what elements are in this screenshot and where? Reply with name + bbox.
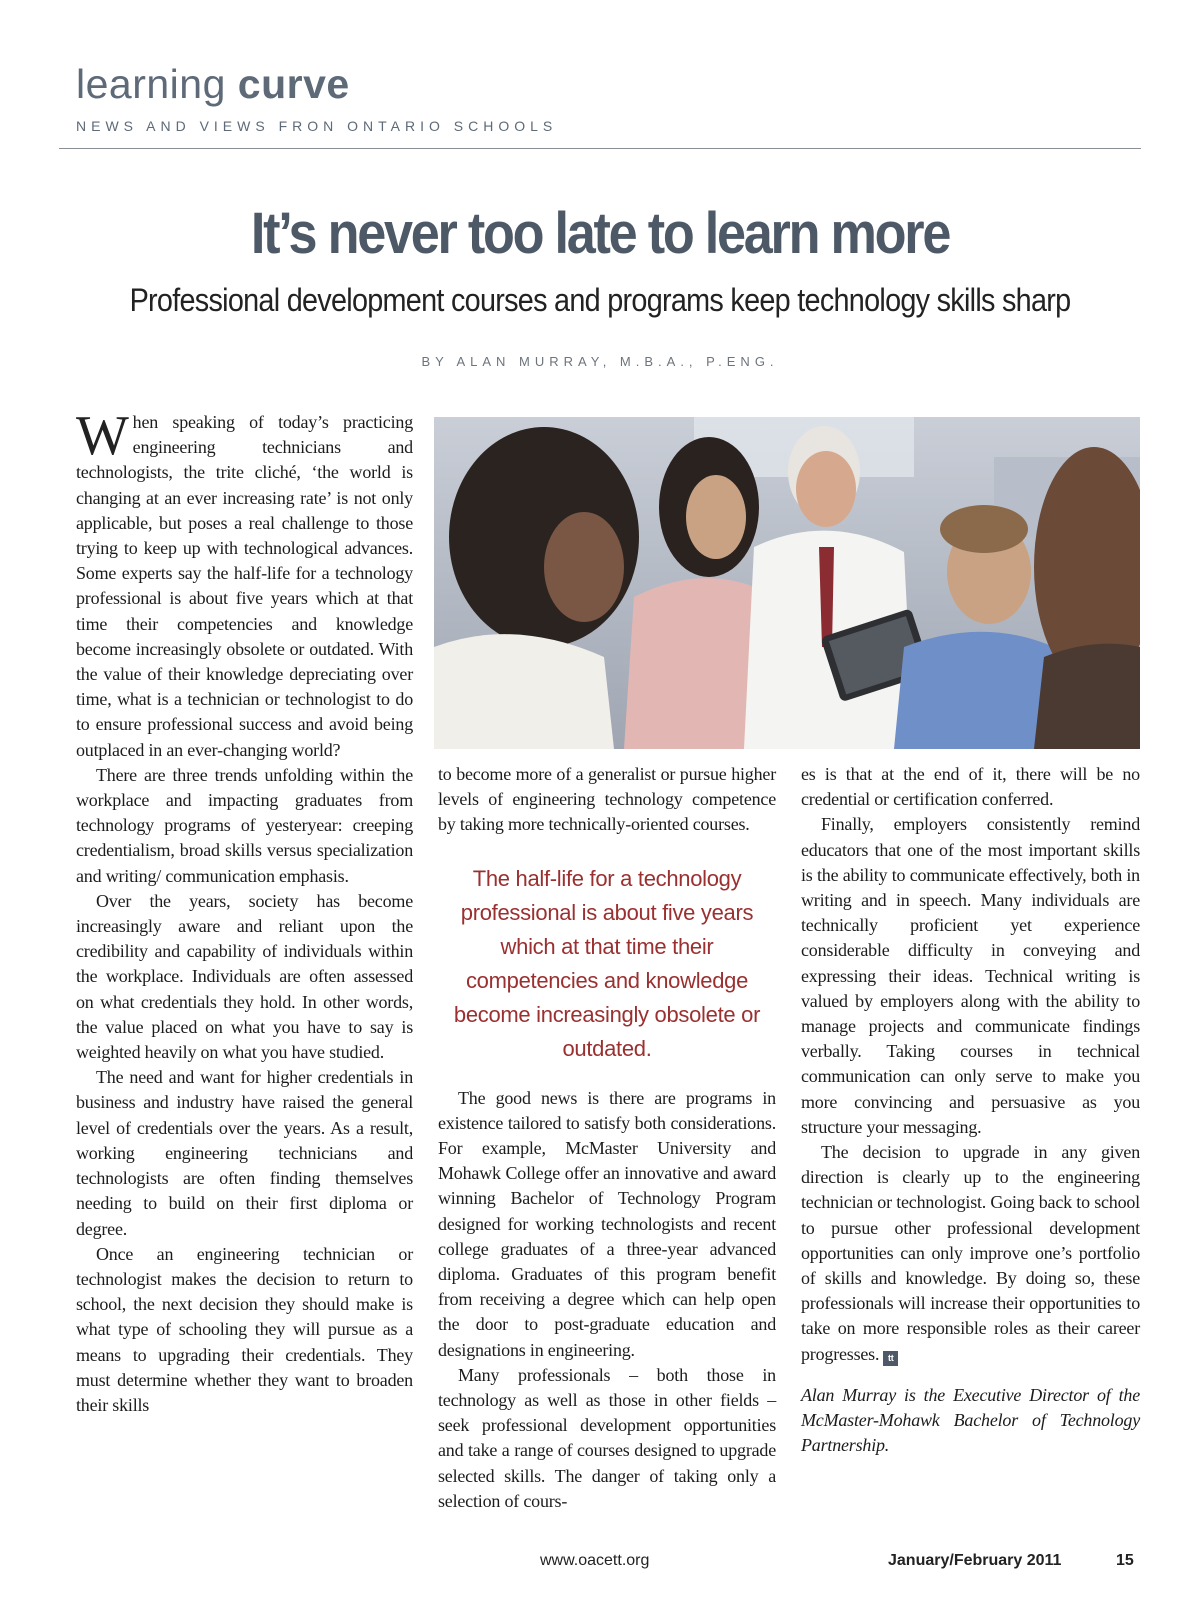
paragraph <box>801 1140 1140 1367</box>
end-mark-icon: tt <box>883 1351 898 1366</box>
masthead <box>76 61 558 134</box>
paragraph: The need and want for higher credentials in business and industry have raised the general level of credentials over the years. As a result, working engineering technicians and technologists are often finding themselves needing to build on their first diploma or degree. <box>76 1067 413 1239</box>
drop-cap: W <box>76 405 129 467</box>
footer-url: www.oacett.org <box>540 1552 650 1569</box>
author-bio: Alan Murray is the Executive Director of the McMaster-Mohawk Bachelor of Technology Partnership. <box>801 1384 1140 1456</box>
publication-name-bold: curve <box>237 61 350 107</box>
paragraph: Finally, employers consistently remind educators that one of the most important skills is the ability to communicate effectively, both in writing and in speech. Many individuals are technically proficient yet experience considerable difficulty in conveying and expressing their ideas. Technical writing is valued by employers along with the ability to manage projects and communicate findings verbally. Taking courses in technical communication can only serve to make you more convincing and persuasive as you structure your messaging. <box>801 814 1140 1137</box>
paragraph: There are three trends unfolding within the workplace and impacting graduates from technology programs of yesteryear: creeping credentialism, broad skills versus specialization and writing/ communication emphasis. <box>76 764 413 886</box>
paragraph-text: hen speaking of today’s practicing engineering technicians and technologists, the trite cliché, ‘the world is changing at an ever increasing rate’ is not only applicable, but poses a real challenge to those trying to keep up with technological advances. Some experts say the half-life for a technology professional is about five years which at that time their competencies and knowledge become increasingly obsolete or outdated. With the value of their knowledge depreciating over time, what is a technician or technologist to do to ensure professional success and avoid being outplaced in an ever-changing world? <box>76 412 413 760</box>
masthead-divider <box>59 148 1141 149</box>
page-number: 15 <box>1116 1552 1134 1569</box>
paragraph-text: The decision to upgrade in any given direction is clearly up to the engineering technician or technologist. Going back to school to pursue other professional development opportunities can only improve one’s portfolio of skills and knowledge. By doing so, these professionals will increase their opportunities to take on more responsible roles as their career progresses. <box>801 1142 1140 1364</box>
paragraph: The good news is there are programs in existence tailored to satisfy both considerations. For example, McMaster University and Mohawk College offer an innovative and award winning Bachelor of Technology Program designed for working technologists and recent college graduates of a three-year advanced diploma. Graduates of this program benefit from receiving a degree which can help open the door to post-graduate education and designations in engineering. <box>438 1087 776 1360</box>
column-2 <box>438 762 776 1514</box>
paragraph: to become more of a generalist or pursue higher levels of engineering technology competence by taking more technically-oriented courses. <box>438 764 776 835</box>
article-deck: Professional development courses and programs keep technology skills sharp <box>129 282 1071 318</box>
photo-classroom-tablet <box>434 417 1140 749</box>
article-byline: BY ALAN MURRAY, M.B.A., P.ENG. <box>421 354 779 369</box>
column-1 <box>76 405 413 1418</box>
publication-name <box>76 61 557 107</box>
publication-name-light: learning <box>76 61 226 107</box>
paragraph: Many professionals – both those in technology as well as those in other fields – seek professional development opportunities and take a range of courses designed to upgrade selected skills. The danger of taking only a selection of cours- <box>438 1364 776 1511</box>
paragraph: Once an engineering technician or technologist makes the decision to return to school, the next decision they should make is what type of schooling they will pursue as a means to upgrading their credentials. They must determine whether they want to broaden their skills <box>76 1243 413 1415</box>
paragraph <box>76 405 413 763</box>
paragraph: Over the years, society has become increasingly aware and reliant upon the credibility and capability of individuals within the workplace. Individuals are often assessed on what credentials they hold. In other words, the value placed on what you have to say is weighted heavily on what you have studied. <box>76 890 413 1063</box>
article-headline: It’s never too late to learn more <box>250 201 950 266</box>
footer-date: January/February 2011 <box>888 1552 1062 1569</box>
article-photo <box>434 417 1140 749</box>
column-3 <box>801 762 1140 1458</box>
pull-quote: The half-life for a technology professional is about five years which at that time their competencies and knowledge become increasingly obsolete or outdated. <box>453 865 761 1061</box>
paragraph: es is that at the end of it, there will be no credential or certification conferred. <box>801 764 1140 810</box>
masthead-tagline: NEWS AND VIEWS FRON ONTARIO SCHOOLS <box>76 118 558 134</box>
